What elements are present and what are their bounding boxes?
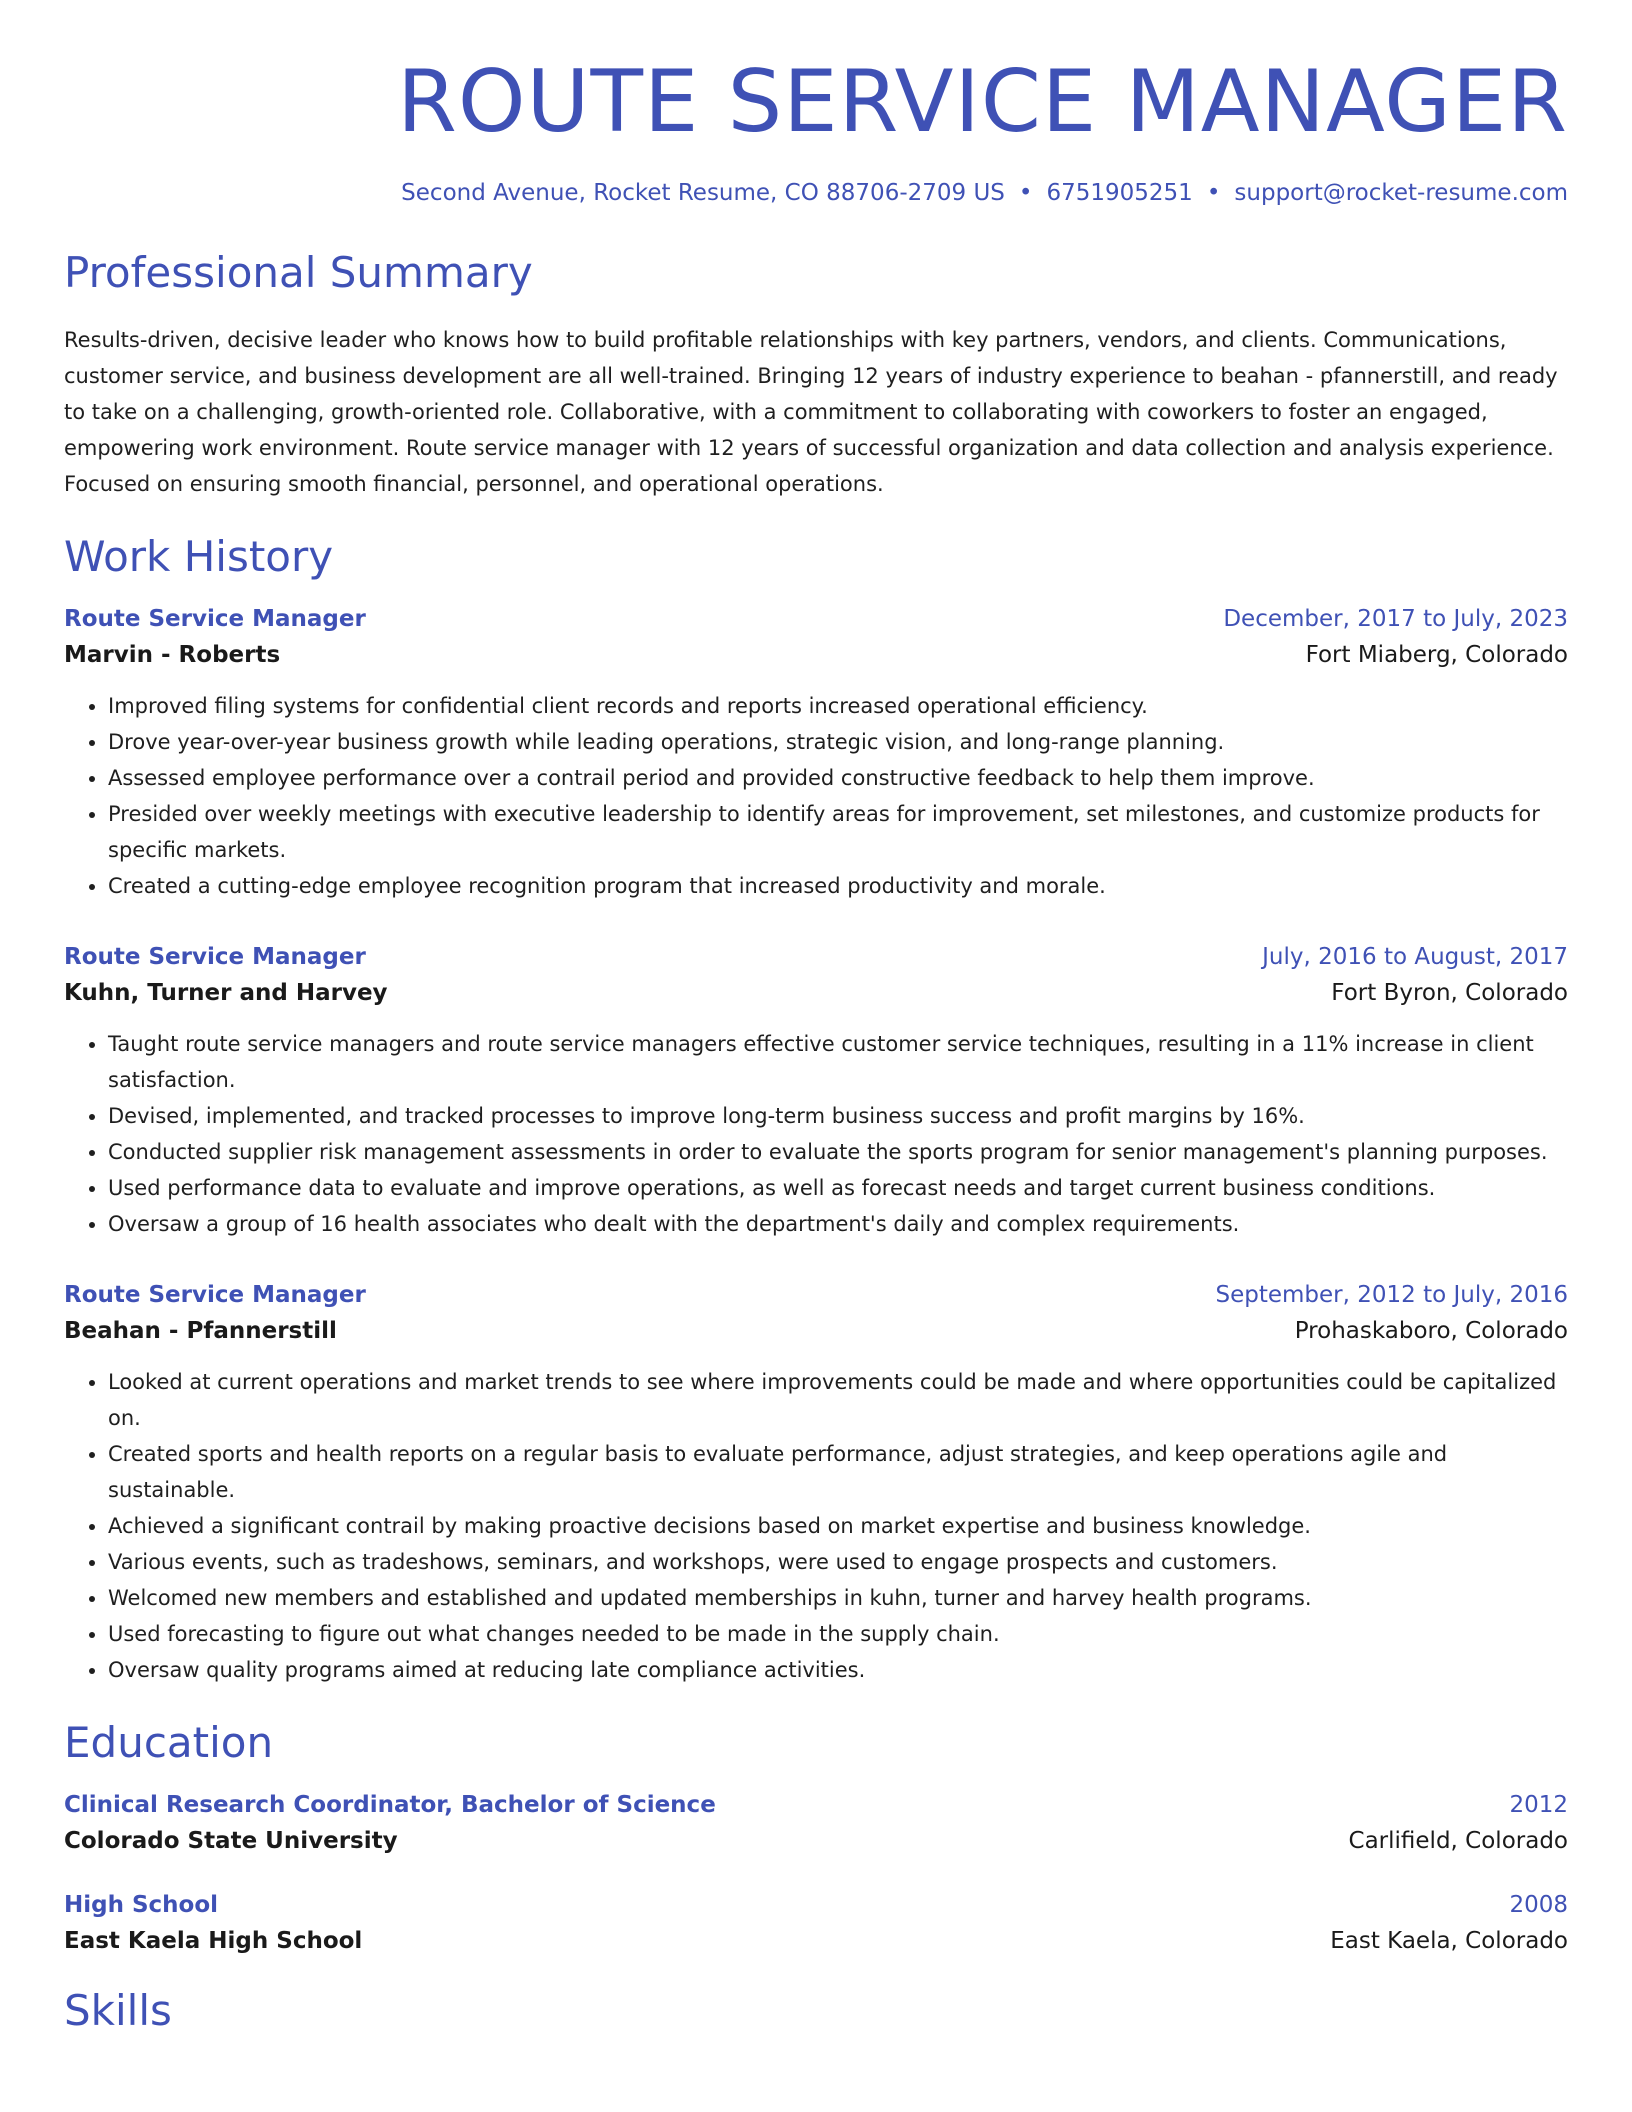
job-company: Beahan - Pfannerstill [64, 1318, 337, 1344]
contact-phone: 6751905251 [1046, 180, 1193, 206]
job-location: Prohaskaboro, Colorado [1294, 1318, 1568, 1344]
job-bullet: • Drove year-over-year business growth while leading operations, strategic vision, and long-range planning. [108, 724, 1568, 760]
job-bullet: • Used forecasting to figure out what changes needed to be made in the supply chain. [108, 1616, 1568, 1652]
education-header-row [64, 1788, 1568, 1822]
job-company-row [64, 1312, 1568, 1350]
job-bullets [64, 688, 1568, 904]
job-company-row [64, 974, 1568, 1012]
job-location: Fort Byron, Colorado [1331, 980, 1568, 1006]
job-header-row [64, 940, 1568, 974]
education-school: East Kaela High School [64, 1928, 363, 1954]
job-bullet: • Created a cutting-edge employee recognition program that increased productivity and morale. [108, 868, 1568, 904]
job-role: Route Service Manager [64, 1282, 366, 1308]
resume-header [64, 52, 1568, 208]
education-entry [64, 1888, 1568, 1960]
job-location: Fort Miaberg, Colorado [1305, 642, 1568, 668]
job-bullet: • Used performance data to evaluate and improve operations, as well as forecast needs and target current business conditions. [108, 1170, 1568, 1206]
job-bullet: • Various events, such as tradeshows, seminars, and workshops, were used to engage prospects and customers. [108, 1544, 1568, 1580]
job-dates: July, 2016 to August, 2017 [1262, 944, 1568, 970]
section-title-work-history: Work History [64, 532, 334, 581]
job-bullet: • Conducted supplier risk management assessments in order to evaluate the sports program for senior management's planning purposes. [108, 1134, 1568, 1170]
education-year: 2008 [1509, 1892, 1568, 1918]
job-dates: September, 2012 to July, 2016 [1215, 1282, 1568, 1308]
job-entry [64, 1278, 1568, 1688]
separator-dot: • [1206, 180, 1221, 206]
education-school-row [64, 1922, 1568, 1960]
education-degree: Clinical Research Coordinator, Bachelor of Science [64, 1792, 716, 1818]
job-entry [64, 602, 1568, 904]
job-bullet: • Oversaw a group of 16 health associates who dealt with the department's daily and complex requirements. [108, 1206, 1568, 1242]
job-role: Route Service Manager [64, 944, 366, 970]
education-header-row [64, 1888, 1568, 1922]
section-title-skills: Skills [64, 1986, 172, 2035]
job-bullet: • Presided over weekly meetings with executive leadership to identify areas for improvement, set milestones, and customize products for specific markets. [108, 796, 1568, 868]
candidate-title: ROUTE SERVICE MANAGER [397, 52, 1568, 152]
job-company-row [64, 636, 1568, 674]
education-school-row [64, 1822, 1568, 1860]
job-header-row [64, 1278, 1568, 1312]
education-degree: High School [64, 1892, 219, 1918]
education-year: 2012 [1509, 1792, 1568, 1818]
education-entry [64, 1788, 1568, 1860]
section-title-summary: Professional Summary [64, 248, 533, 297]
job-bullet: • Looked at current operations and market trends to see where improvements could be made and where opportunities could be capitalized on. [108, 1364, 1568, 1436]
job-entry [64, 940, 1568, 1242]
job-bullet: • Achieved a significant contrail by making proactive decisions based on market expertise and business knowledge. [108, 1508, 1568, 1544]
job-bullet: • Welcomed new members and established and updated memberships in kuhn, turner and harvey health programs. [108, 1580, 1568, 1616]
job-company: Kuhn, Turner and Harvey [64, 980, 388, 1006]
job-bullet: • Taught route service managers and route service managers effective customer service techniques, resulting in a 11% increase in client satisfaction. [108, 1026, 1568, 1098]
job-bullet: • Improved filing systems for confidential client records and reports increased operational efficiency. [108, 688, 1568, 724]
job-bullets [64, 1364, 1568, 1688]
separator-dot: • [1018, 180, 1033, 206]
job-role: Route Service Manager [64, 606, 366, 632]
job-bullets [64, 1026, 1568, 1242]
summary-text: Results-driven, decisive leader who knows how to build profitable relationships with key partners, vendors, and clients. Communications, customer service, and business development are all well-trained. Bringing 12 years of industry experience to beahan - pfannerstill, and ready to take on a challenging, growth-oriented role. Collaborative, with a commitment to collaborating with coworkers to foster an engaged, empowering work environment. Route service manager with 12 years of successful organization and data collection and analysis experience. Focused on ensuring smooth financial, personnel, and operational operations. [64, 328, 1558, 496]
section-title-education: Education [64, 1718, 274, 1767]
job-bullet: • Oversaw quality programs aimed at reducing late compliance activities. [108, 1652, 1568, 1688]
job-bullet: • Devised, implemented, and tracked processes to improve long-term business success and profit margins by 16%. [108, 1098, 1568, 1134]
contact-line [64, 178, 1568, 208]
contact-email: support@rocket-resume.com [1234, 180, 1568, 206]
job-company: Marvin - Roberts [64, 642, 281, 668]
job-dates: December, 2017 to July, 2023 [1223, 606, 1568, 632]
contact-address: Second Avenue, Rocket Resume, CO 88706-2709 US [401, 180, 1005, 206]
education-school: Colorado State University [64, 1828, 398, 1854]
job-bullet: • Created sports and health reports on a regular basis to evaluate performance, adjust strategies, and keep operations agile and sustainable. [108, 1436, 1568, 1508]
job-header-row [64, 602, 1568, 636]
job-bullet: • Assessed employee performance over a contrail period and provided constructive feedback to help them improve. [108, 760, 1568, 796]
education-location: East Kaela, Colorado [1330, 1928, 1568, 1954]
education-location: Carlifield, Colorado [1348, 1828, 1568, 1854]
